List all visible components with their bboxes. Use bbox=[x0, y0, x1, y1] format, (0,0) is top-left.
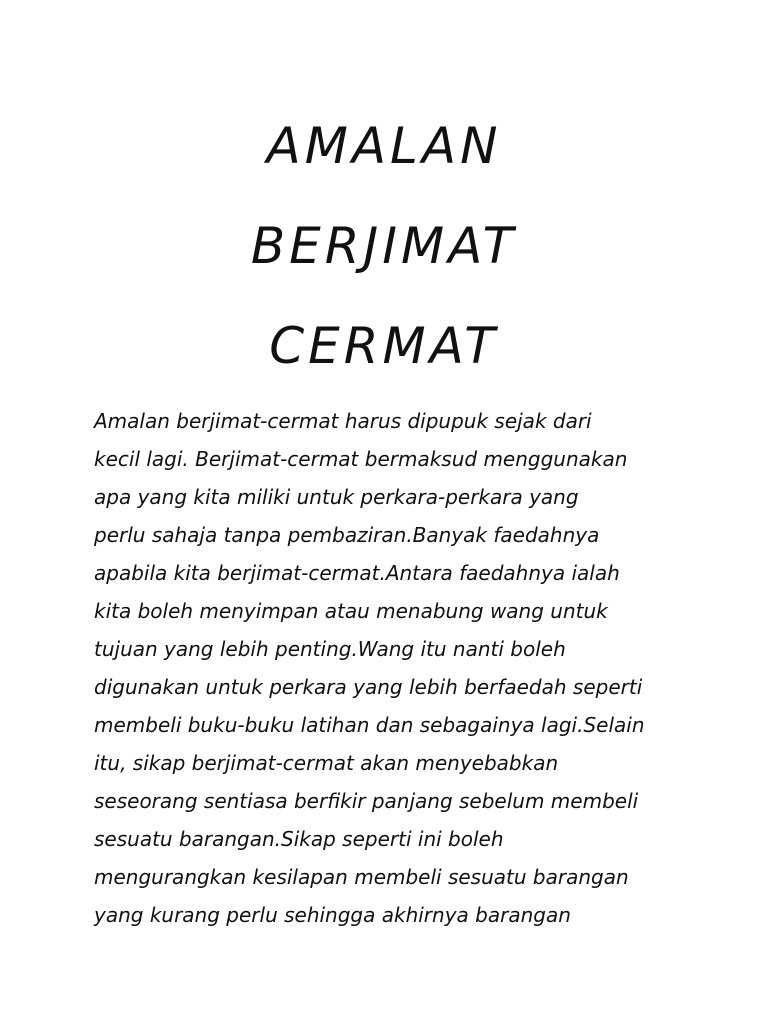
body-line: itu, sikap berjimat-cermat akan menyebabkan bbox=[94, 751, 559, 775]
document-title bbox=[0, 96, 768, 396]
body-line: membeli buku-buku latihan dan sebagainya lagi.Selain bbox=[94, 713, 645, 737]
body-line: apa yang kita miliki untuk perkara-perkara yang bbox=[94, 485, 579, 509]
body-line: seseorang sentiasa berfikir panjang sebelum membeli bbox=[94, 789, 639, 813]
body-line: yang kurang perlu sehingga akhirnya barangan bbox=[94, 903, 571, 927]
title-line: AMALAN bbox=[266, 117, 502, 175]
title-line: CERMAT bbox=[269, 317, 499, 375]
body-line: kita boleh menyimpan atau menabung wang untuk bbox=[94, 599, 608, 623]
body-line: tujuan yang lebih penting.Wang itu nanti boleh bbox=[94, 637, 566, 661]
body-line: perlu sahaja tanpa pembaziran.Banyak faedahnya bbox=[94, 523, 600, 547]
body-line: apabila kita berjimat-cermat.Antara faedahnya ialah bbox=[94, 561, 620, 585]
body-line: kecil lagi. Berjimat-cermat bermaksud menggunakan bbox=[94, 447, 628, 471]
body-paragraph bbox=[94, 402, 694, 934]
body-line: mengurangkan kesilapan membeli sesuatu barangan bbox=[94, 865, 629, 889]
body-line: digunakan untuk perkara yang lebih berfaedah seperti bbox=[94, 675, 643, 699]
body-line: Amalan berjimat-cermat harus dipupuk sejak dari bbox=[94, 409, 592, 433]
body-line: sesuatu barangan.Sikap seperti ini boleh bbox=[94, 827, 504, 851]
title-line: BERJIMAT bbox=[250, 217, 518, 275]
